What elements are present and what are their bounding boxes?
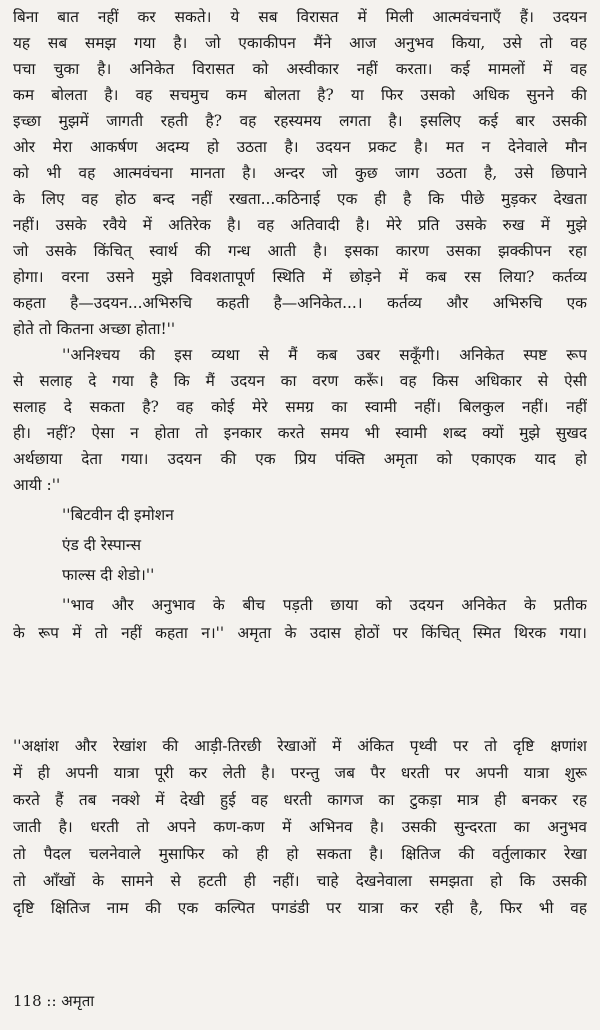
text-line: यह सब समझ गया है। जो एकाकीपन मैंने आज अनुभव किया, उसे तो वह — [13, 34, 587, 52]
text-line: जाती है। धरती तो अपने कण-कण में अभिनव है। उसकी सुन्दरता का अनुभव — [13, 818, 587, 836]
text-line: सलाह दे सकता है? वह कोई मेरे समग्र का स्वामी नहीं। बिलकुल नहीं। नहीं — [13, 398, 587, 416]
text-line: तो आँखों के सामने से हटती ही नहीं। चाहे देखनेवाला समझता हो कि उसकी — [13, 872, 587, 890]
quote-line: ''बिटवीन दी इमोशन — [62, 506, 174, 524]
text-line: को भी वह आत्मवंचना मानता है। अन्दर जो कुछ जाग उठता है, उसे छिपाने — [13, 164, 587, 182]
quote-line: एंड दी रेस्पान्स — [62, 536, 142, 554]
text-line: ''अनिश्चय की इस व्यथा से मैं कब उबर सकूँगी। अनिकेत स्पष्ट रूप — [62, 346, 587, 364]
text-line: तो पैदल चलनेवाले मुसाफिर को ही हो सकता है। क्षितिज की वर्तुलाकार रेखा — [13, 845, 587, 863]
page-footer: 118 :: अमृता — [13, 992, 95, 1010]
text-line: ''अक्षांश और रेखांश की आड़ी-तिरछी रेखाओं में अंकित पृथ्वी पर तो दृष्टि क्षणांश — [13, 737, 587, 755]
text-line: ही। नहीं? ऐसा न होता तो इनकार करते समय भी स्वामी शब्द क्यों मुझे सुखद — [13, 424, 587, 442]
text-line: होते तो कितना अच्छा होता!'' — [13, 320, 176, 338]
text-line: बिना बात नहीं कर सकते। ये सब विरासत में मिली आत्मवंचनाएँ हैं। उदयन — [13, 8, 587, 26]
text-line: इच्छा मुझमें जागती रहती है? वह रहस्यमय लगता है। इसलिए कई बार उसकी — [13, 112, 587, 130]
text-line: में ही अपनी यात्रा पूरी कर लेती है। परन्तु जब पैर धरती पर अपनी यात्रा शुरू — [13, 764, 587, 782]
text-line: के रूप में तो नहीं कहता न।'' अमृता के उदास होठों पर किंचित् स्मित थिरक गया। — [13, 624, 587, 642]
text-line: अर्थछाया देता गया। उदयन की एक प्रिय पंक्ति अमृता को एकाएक याद हो — [13, 450, 587, 468]
text-line: नहीं। उसके रवैये में अतिरेक है। वह अतिवादी है। मेरे प्रति उसके रुख में मुझे — [13, 216, 587, 234]
text-line: ओर मेरा आकर्षण अदम्य हो उठता है। उदयन प्रकट है। मत न देनेवाले मौन — [13, 138, 587, 156]
text-line: पचा चुका है। अनिकेत विरासत को अस्वीकार नहीं करता। कई मामलों में वह — [13, 60, 587, 78]
text-line: होगा। वरना उसने मुझे विवशतापूर्ण स्थिति में छोड़ने में कब रस लिया? कर्तव्य — [13, 268, 587, 286]
text-line: कम बोलता है। वह सचमुच कम बोलता है? या फिर उसको अधिक सुनने की — [13, 86, 587, 104]
text-line: करते हैं तब नक्शे में देखी हुई वह धरती कागज का टुकड़ा मात्र ही बनकर रह — [13, 791, 587, 809]
text-line: के लिए वह होठ बन्द नहीं रखता...कठिनाई एक ही है कि पीछे मुड़कर देखता — [13, 190, 587, 208]
text-line: जो उसके किंचित् स्वार्थ की गन्ध आती है। इसका कारण उसका झक्कीपन रहा — [13, 242, 587, 260]
text-line: से सलाह दे गया है कि मैं उदयन का वरण करूँ। वह किस अधिकार से ऐसी — [13, 372, 587, 390]
text-line: आयी :'' — [13, 476, 61, 494]
text-line: दृष्टि क्षितिज नाम की एक कल्पित पगडंडी पर यात्रा कर रही है, फिर भी वह — [13, 899, 587, 917]
text-line: कहता है—उदयन...अभिरुचि कहती है—अनिकेत...। कर्तव्य और अभिरुचि एक — [13, 294, 587, 312]
text-line: ''भाव और अनुभाव के बीच पड़ती छाया को उदयन अनिकेत के प्रतीक — [62, 596, 587, 614]
quote-line: फाल्स दी शेडो।'' — [62, 566, 155, 584]
